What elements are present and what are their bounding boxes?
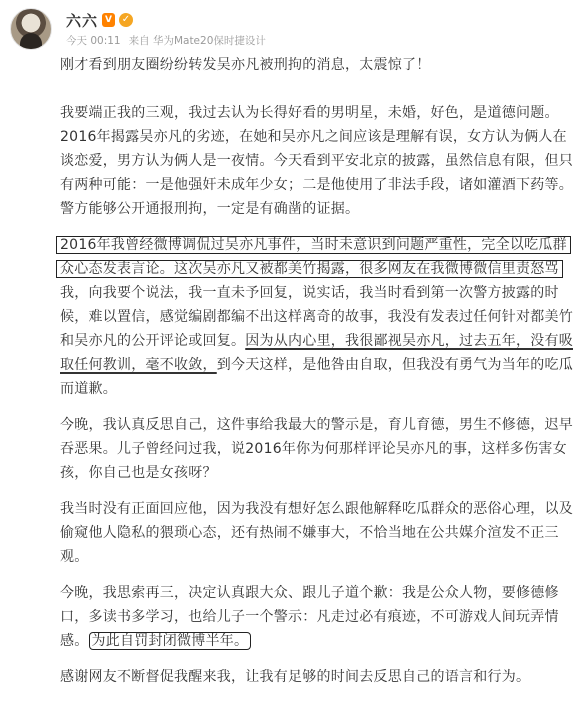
post-meta (66, 33, 266, 48)
paragraph-4: 今晚，我认真反思自己，这件事给我最大的警示是，育儿育德，男生不修德，迟早吞恶果。儿子曾经问过我，说2016年你为何那样评论吴亦凡的事，这样多伤害女孩，你自己也是女孩呀？ (60, 417, 573, 481)
paragraph-6 (60, 581, 576, 653)
post-header (10, 8, 576, 52)
verified-badge-icon: ✓ (119, 13, 133, 27)
paragraph-7: 感谢网友不断督促我醒来我，让我有足够的时间去反思自己的语言和行为。 (60, 669, 531, 685)
paragraph-5: 我当时没有正面回应他，因为我没有想好怎么跟他解释吃瓜群众的恶俗心理，以及偷窥他人隐私的猥琐心态，还有热闹不嫌事大，不恰当地在公共媒介渲发不正三观。 (60, 501, 573, 565)
avatar[interactable] (10, 8, 52, 50)
vip-icon: V (102, 13, 115, 27)
post-source: 来自 华为Mate20保时捷设计 (128, 35, 266, 47)
paragraph-2: 我要端正我的三观，我过去认为长得好看的男明星，未婚，好色，是道德问题。2016年揭露吴亦凡的劣迹，在她和吴亦凡之间应该是理解有误，女方认为俩人在谈恋爱，男方认为俩人是一夜情。今天看到平安北京的披露，虽然信息有限，但只有两种可能：一是他强奸未成年少女；二是他使用了非法手段，诸如灌酒下药等。警方能够公开通报刑拘，一定是有确凿的证据。 (60, 105, 573, 217)
paragraph-3-text-a: 我，向我要个说法，我一直未予回复，说实话，我当时看到第一次警方披露的时候，难以置信，感觉编剧都编不出这样离奇的故事，我没有发表过任何针对都美竹和吴亦凡的公开评论或回复。 (60, 285, 573, 349)
highlight-box-2: 为此自罚封闭微博半年。 (89, 632, 252, 650)
highlight-box: 2016年我曾经微博调侃过吴亦凡事件，当时未意识到问题严重性，完全以吃瓜群众心态发表言论。这次吴亦凡又被都美竹揭露，很多网友在我微博微信里责怒骂 (56, 236, 571, 278)
underlined-text: 因为从内心里，我很鄙视吴亦凡，过去五年，没有吸取任何教训，毫不收敛， (60, 333, 573, 373)
paragraph-3 (60, 233, 576, 401)
author-row (66, 10, 133, 30)
paragraph-3-text-b: 到今天这样，是他咎由自取，但我没有勇气为当年的吃瓜而道歉。 (60, 357, 573, 397)
paragraph-6-text: 今晚，我思索再三，决定认真跟大众、跟儿子道个歉：我是公众人物，要修德修口，多读书多学习，也给儿子一个警示：凡走过必有痕迹，不可游戏人间玩弄情感。 (60, 585, 559, 649)
paragraph-1: 刚才看到朋友圈纷纷转发吴亦凡被刑拘的消息，太震惊了！ (60, 57, 431, 73)
author-name[interactable]: 六六 (66, 11, 99, 30)
post-time[interactable]: 今天 00:11 (66, 35, 121, 47)
post-body (60, 53, 576, 701)
